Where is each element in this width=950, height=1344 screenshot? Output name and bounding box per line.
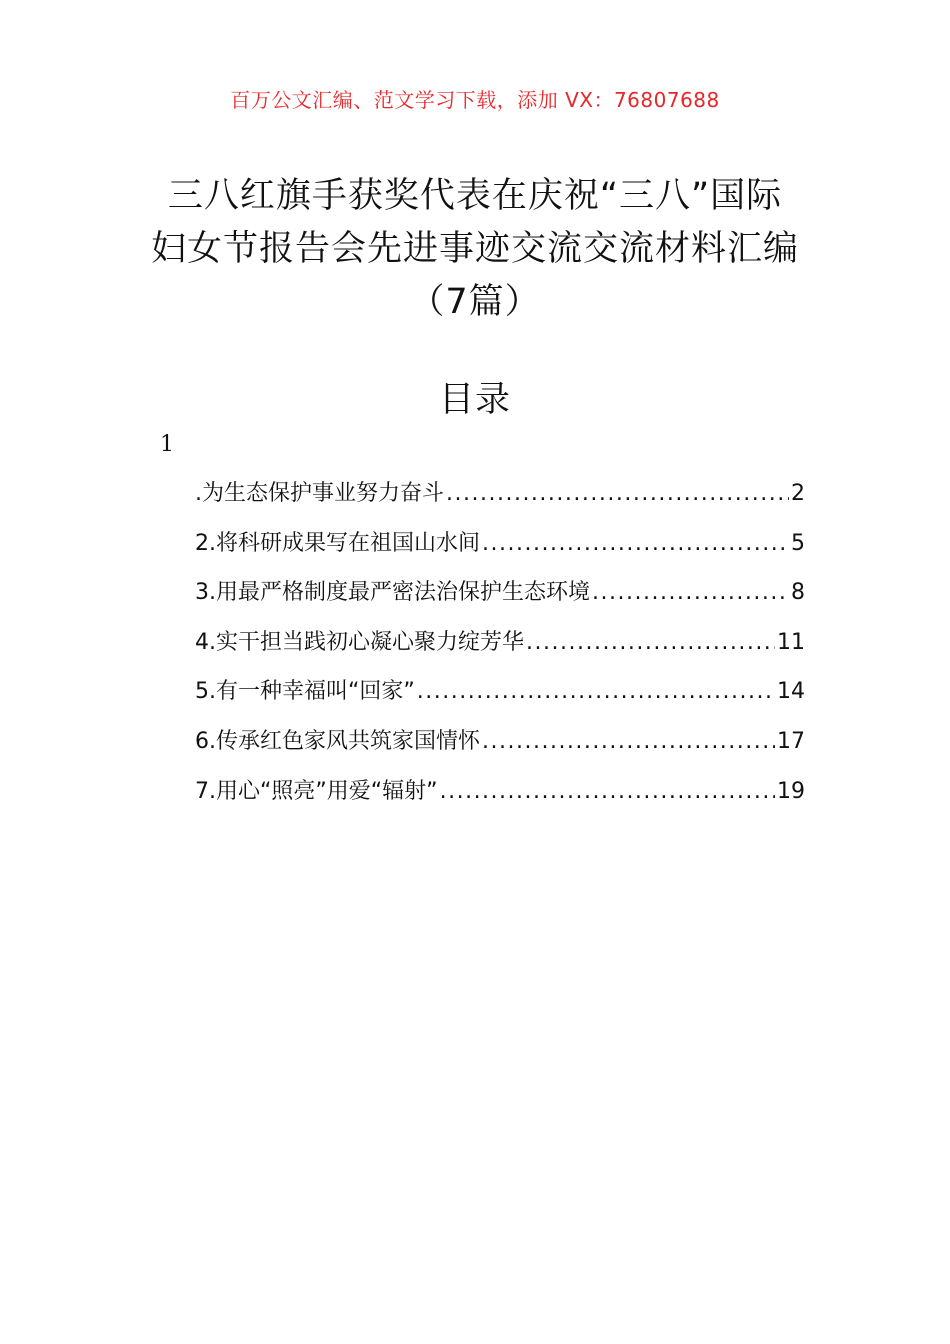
toc-entry-title: 7.用心“照亮”用爱“辐射” [195, 778, 438, 804]
toc-list [195, 476, 805, 823]
toc-dot-leader [417, 679, 775, 704]
toc-dot-leader [482, 729, 775, 754]
document-title [0, 170, 950, 329]
toc-dot-leader [526, 630, 775, 655]
toc-entry-6[interactable] [195, 724, 805, 774]
toc-dot-leader [440, 779, 775, 804]
toc-entry-3[interactable] [195, 575, 805, 625]
toc-dot-leader [482, 531, 789, 556]
toc-entry-title: 6.传承红色家风共筑家国情怀 [195, 728, 480, 754]
toc-dot-leader [446, 481, 789, 506]
toc-heading: 目录 [438, 380, 511, 420]
toc-entry-4[interactable] [195, 625, 805, 675]
toc-entry-title: 4.实干担当践初心凝心聚力绽芳华 [195, 629, 524, 655]
toc-entry-page: 8 [791, 580, 805, 606]
toc-entry-5[interactable] [195, 674, 805, 724]
stray-number: 1 [160, 432, 174, 457]
toc-entry-7[interactable] [195, 774, 805, 824]
toc-entry-1[interactable] [195, 476, 805, 526]
toc-entry-title: .为生态保护事业努力奋斗 [195, 481, 444, 506]
toc-entry-page: 14 [777, 679, 805, 705]
toc-entry-page: 11 [777, 629, 805, 655]
toc-entry-page: 19 [777, 778, 805, 804]
header-banner: 百万公文汇编、范文学习下载，添加 VX：76807688 [230, 88, 720, 112]
toc-entry-2[interactable] [195, 526, 805, 576]
toc-entry-title: 5.有一种幸福叫“回家” [195, 679, 415, 705]
toc-entry-page: 5 [791, 530, 805, 556]
title-line-2: 妇女节报告会先进事迹交流交流材料汇编 [150, 229, 799, 269]
toc-entry-title: 2.将科研成果写在祖国山水间 [195, 530, 480, 556]
toc-entry-page: 17 [777, 728, 805, 754]
toc-entry-page: 2 [791, 481, 805, 506]
title-line-1: 三八红旗手获奖代表在庆祝“三八”国际 [167, 176, 783, 216]
toc-entry-title: 3.用最严格制度最严密法治保护生态环境 [195, 580, 590, 606]
title-line-3: （7篇） [409, 282, 541, 322]
toc-dot-leader [592, 580, 789, 605]
